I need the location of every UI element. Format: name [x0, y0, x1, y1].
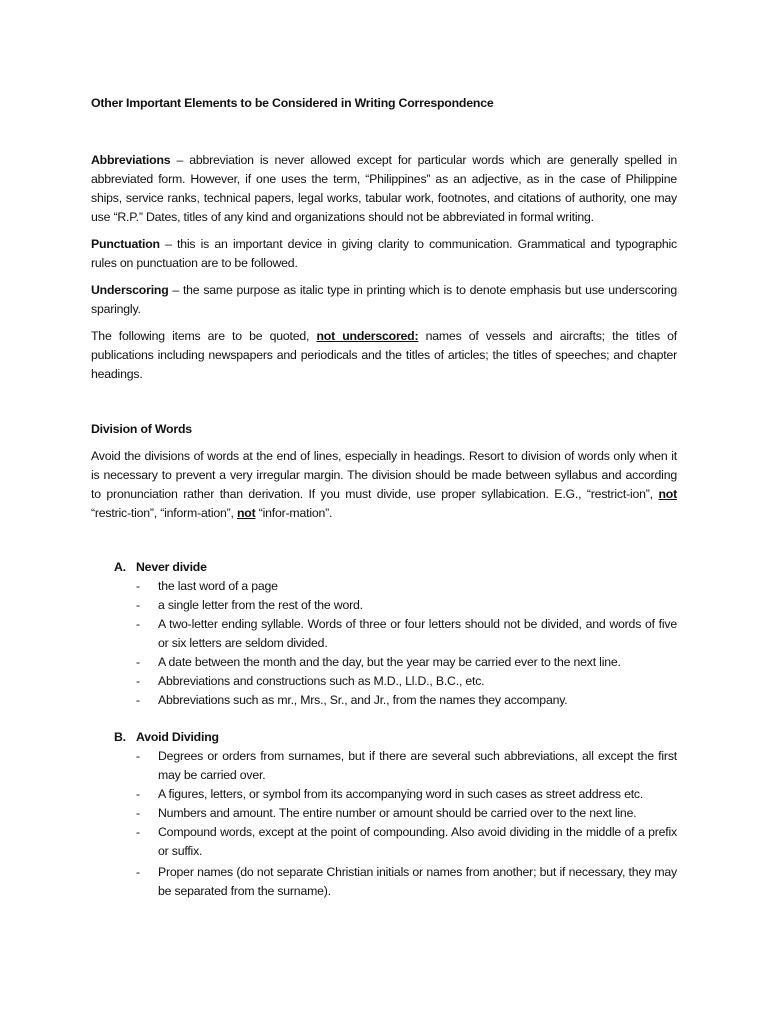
avoid-dividing-list — [91, 747, 677, 901]
list-item: - Compound words, except at the point of compounding. Also avoid dividing in the middle of a prefix or suffix. — [91, 823, 677, 861]
punctuation-text: – this is an important device in giving clarity to communication. Grammatical and typographic rules on punctuation are to be followed. — [91, 237, 677, 270]
not-underscored-emphasis: not underscored: — [316, 329, 419, 343]
dash-bullet: - — [136, 749, 140, 763]
division-text-c: “infor-mation”. — [255, 506, 333, 520]
dash-bullet: - — [136, 598, 140, 612]
dash-bullet: - — [136, 693, 140, 707]
list-item: - Numbers and amount. The entire number or amount should be carried over to the next line. — [91, 804, 677, 823]
list-item: - a single letter from the rest of the word. — [91, 596, 677, 615]
list-b-title: Avoid Dividing — [136, 730, 219, 744]
list-item: - Proper names (do not separate Christian initials or names from another; but if necessary, they may be separated from the surname). — [91, 863, 677, 901]
abbreviations-term: Abbreviations — [91, 153, 171, 167]
dash-bullet: - — [136, 806, 140, 820]
division-paragraph — [91, 447, 677, 523]
list-a-title: Never divide — [136, 560, 207, 574]
quoted-post: names of vessels and aircrafts; the titles of publications including newspapers and periodicals and the titles of articles; the titles of speeches; and chapter headings. — [91, 329, 677, 381]
dash-bullet: - — [136, 674, 140, 688]
division-text-a: Avoid the divisions of words at the end of lines, especially in headings. Resort to division of words only when it is necessary to prevent a very irregular margin. The division should be made between syllabus and according to pronunciation rather than derivation. If you must divide, use proper syllabication. E.G., “restrict-ion”, — [91, 449, 677, 501]
list-item: - A figures, letters, or symbol from its accompanying word in such cases as street address etc. — [91, 785, 677, 804]
list-item: - A date between the month and the day, but the year may be carried ever to the next line. — [91, 653, 677, 672]
punctuation-term: Punctuation — [91, 237, 160, 251]
quoted-paragraph — [91, 327, 677, 384]
list-item: - Degrees or orders from surnames, but if there are several such abbreviations, all except the first may be carried over. — [91, 747, 677, 785]
list-item: - Abbreviations such as mr., Mrs., Sr., and Jr., from the names they accompany. — [91, 691, 677, 710]
not-emphasis-1: not — [658, 487, 677, 501]
underscoring-paragraph — [91, 281, 677, 319]
underscoring-term: Underscoring — [91, 283, 169, 297]
abbreviations-text: – abbreviation is never allowed except for particular words which are generally spelled in abbreviated form. However, if one uses the term, “Philippines” as an adjective, as in the case of Philippine ships, service ranks, technical papers, legal works, tabular work, footnotes, and citations of authority, one may use “R.P.” Dates, titles of any kind and organizations should not be abbreviated in formal writing. — [91, 153, 677, 224]
dash-bullet: - — [136, 787, 140, 801]
underscoring-text: – the same purpose as italic type in printing which is to denote emphasis but use underscoring sparingly. — [91, 283, 677, 316]
dash-bullet: - — [136, 865, 140, 879]
dash-bullet: - — [136, 825, 140, 839]
list-item: - A two-letter ending syllable. Words of three or four letters should not be divided, and words of five or six letters are seldom divided. — [91, 615, 677, 653]
division-text-b: “restric-tion”, “inform-ation”, — [91, 506, 237, 520]
punctuation-paragraph — [91, 235, 677, 273]
list-a-heading — [91, 558, 677, 577]
list-b-letter: B. — [114, 730, 126, 744]
document-title: Other Important Elements to be Considered in Writing Correspondence — [91, 96, 494, 110]
list-item: - the last word of a page — [91, 577, 677, 596]
document-page — [91, 94, 677, 901]
dash-bullet: - — [136, 655, 140, 669]
abbreviations-paragraph — [91, 151, 677, 227]
list-b-heading — [91, 728, 677, 747]
not-emphasis-2: not — [236, 506, 256, 520]
division-heading: Division of Words — [91, 422, 192, 436]
list-item: - Abbreviations and constructions such as M.D., Ll.D., B.C., etc. — [91, 672, 677, 691]
quoted-pre: The following items are to be quoted, — [91, 329, 317, 343]
list-a-letter: A. — [114, 560, 126, 574]
dash-bullet: - — [136, 617, 140, 631]
never-divide-list — [91, 577, 677, 710]
dash-bullet: - — [136, 579, 140, 593]
